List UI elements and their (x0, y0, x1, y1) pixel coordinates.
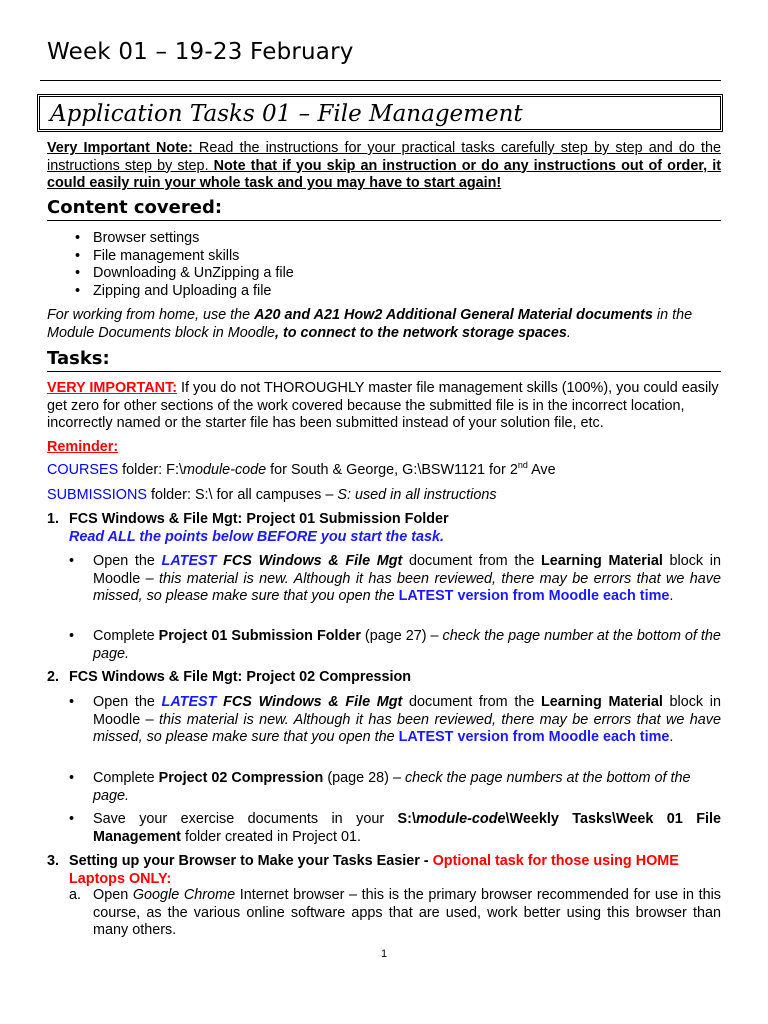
application-title: Application Tasks 01 – File Management (50, 101, 523, 127)
task-2-title: FCS Windows & File Mgt: Project 02 Compression (69, 669, 412, 685)
task-3-item-a: a. Open Google Chrome Internet browser – this is the primary browser recommended for use in this course, as the various online software apps that are used, work better using this browser than many others. (69, 887, 722, 938)
task-1-bullet-1: • Open the LATEST FCS Windows & File Mgt document from the Learning Material block in Moodle – this material is new. Although it has been reviewed, there may be errors that we have missed, so please make sure that you open the LATEST version from Moodle each time. (69, 553, 721, 604)
task-2: 2. FCS Windows & File Mgt: Project 02 Compression (47, 669, 721, 687)
task-3: 3. Setting up your Browser to Make your Tasks Easier - Optional task for those using HOME Laptops ONLY: (47, 853, 721, 888)
submissions-line: SUBMISSIONS folder: S:\ for all campuses – S: used in all instructions (47, 487, 497, 503)
task-1-bullet-2: • Complete Project 01 Submission Folder (page 27) – check the page number at the bottom of the page. (69, 628, 721, 662)
tasks-heading: Tasks: (47, 348, 721, 372)
content-list (47, 230, 721, 300)
home-note: For working from home, use the A20 and A21 How2 Additional General Material documents in the Module Documents block in Moodle, to connect to the network storage spaces. (47, 307, 693, 341)
content-covered-heading: Content covered: (47, 197, 721, 221)
very-important-paragraph: VERY IMPORTANT: If you do not THOROUGHLY master file management skills (100%), you could easily get zero for other sections of the work covered because the submitted file is in the incorrect location, incorrectly named or the starter file has been submitted instead of your solution file, etc. (47, 380, 719, 431)
important-note: Very Important Note: Read the instructions for your practical tasks carefully step by step and do the instructions step by step. Note that if you skip an instruction or do any instructions out of order, it could easily ruin your whole task and you may have to start again! (47, 140, 721, 191)
list-item: • Browser settings (47, 230, 721, 248)
application-title-box (37, 94, 723, 132)
task-2-bullet-3: • Save your exercise documents in your S:\module-code\Weekly Tasks\Week 01 File Management folder created in Project 01. (69, 811, 721, 845)
list-item: • File management skills (47, 248, 721, 266)
list-item: • Zipping and Uploading a file (47, 283, 721, 301)
task-3-title-cont: Laptops ONLY: (69, 870, 172, 887)
task-1: 1. FCS Windows & File Mgt: Project 01 Submission Folder Read ALL the points below BEFORE you start the task. (47, 511, 721, 546)
note-label: Very Important Note: (47, 140, 193, 156)
task-1-subtitle: Read ALL the points below BEFORE you start the task. (69, 528, 445, 545)
week-title: Week 01 – 19-23 February (47, 39, 354, 65)
task-1-title: FCS Windows & File Mgt: Project 01 Submission Folder (69, 511, 449, 527)
courses-line: COURSES folder: F:\module-code for South & George, G:\BSW1121 for 2nd Ave (47, 460, 556, 478)
task-3-title: Setting up your Browser to Make your Tasks Easier - Optional task for those using HOME (69, 853, 679, 869)
task-2-bullet-2: • Complete Project 02 Compression (page 28) – check the page numbers at the bottom of the page. (69, 770, 691, 804)
reminder-label: Reminder: (47, 439, 119, 455)
task-2-bullet-1: • Open the LATEST FCS Windows & File Mgt document from the Learning Material block in Moodle – this material is new. Although it has been reviewed, there may be errors that we have missed, so please make sure that you open the LATEST version from Moodle each time. (69, 694, 721, 745)
list-item: • Downloading & UnZipping a file (47, 265, 721, 283)
title-rule (40, 80, 721, 81)
page-number: 1 (380, 948, 388, 960)
